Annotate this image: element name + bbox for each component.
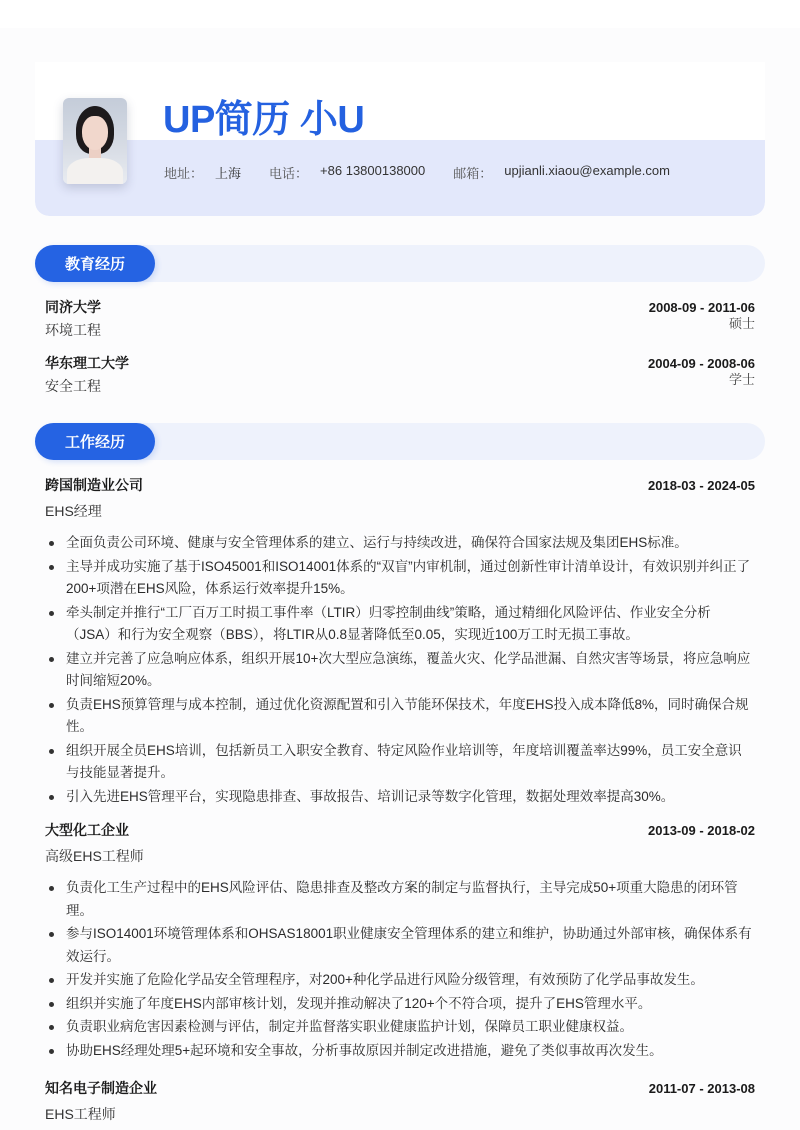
degree: 硕士 (728, 316, 755, 331)
list-item: 引入先进EHS管理平台，实现隐患排查、事故报告、培训记录等数字化管理，数据处理效率提高30%。 (45, 786, 755, 809)
work-date: 2011-07 - 2013-08 (648, 1081, 755, 1096)
education-entry (45, 353, 755, 396)
education-entry (45, 297, 755, 340)
header-card (35, 62, 765, 216)
list-item: 负责化工生产过程中的EHS风险评估、隐患排查及整改方案的制定与监督执行，主导完成50+项重大隐患的闭环管理。 (45, 877, 755, 922)
list-item: 全面负责公司环境、健康与安全管理体系的建立、运行与持续改进，确保符合国家法规及集团EHS标准。 (45, 532, 755, 555)
responsibility-list (45, 877, 755, 1062)
work-date: 2018-03 - 2024-05 (648, 478, 755, 493)
work-section-title: 工作经历 (35, 423, 155, 460)
list-item: 参与ISO14001环境管理体系和OHSAS18001职业健康安全管理体系的建立和维护，协助通过外部审核，确保体系有效运行。 (45, 923, 755, 968)
contact-info (164, 163, 698, 182)
company-name: 大型化工企业 (45, 822, 129, 838)
school-name: 同济大学 (45, 299, 101, 315)
work-entry (45, 820, 755, 1063)
list-item: 建立并完善了应急响应体系，组织开展10+次大型应急演练，覆盖火灾、化学品泄漏、自然灾害等场景，将应急响应时间缩短20%。 (45, 648, 755, 693)
candidate-name: UP简历 小U (163, 99, 365, 141)
address-value: 上海 (215, 166, 242, 181)
job-role: 高级EHS工程师 (45, 848, 144, 864)
work-entry (45, 1078, 755, 1124)
school-name: 华东理工大学 (45, 355, 129, 371)
work-section-header (35, 423, 765, 460)
list-item: 开发并实施了危险化学品安全管理程序，对200+种化学品进行风险分级管理，有效预防了化学品事故发生。 (45, 969, 755, 992)
phone-value: +86 13800138000 (320, 163, 426, 178)
list-item: 组织并实施了年度EHS内部审核计划，发现并推动解决了120+个不符合项，提升了EHS管理水平。 (45, 993, 755, 1016)
list-item: 牵头制定并推行“工厂百万工时损工事件率（LTIR）归零控制曲线”策略，通过精细化风险评估、作业安全分析（JSA）和行为安全观察（BBS），将LTIR从0.8显著降低至0.05，实现近100万工时无损工事故。 (45, 602, 755, 647)
list-item: 组织开展全员EHS培训，包括新员工入职安全教育、特定风险作业培训等，年度培训覆盖率达99%，员工安全意识与技能显著提升。 (45, 740, 755, 785)
education-section-header (35, 245, 765, 282)
list-item: 负责职业病危害因素检测与评估，制定并监督落实职业健康监护计划，保障员工职业健康权益。 (45, 1016, 755, 1039)
responsibility-list (45, 532, 755, 808)
job-role: EHS经理 (45, 503, 102, 519)
work-entry (45, 475, 755, 809)
list-item: 负责EHS预算管理与成本控制，通过优化资源配置和引入节能环保技术，年度EHS投入成本降低8%，同时确保合规性。 (45, 694, 755, 739)
work-date: 2013-09 - 2018-02 (648, 823, 755, 838)
list-item: 协助EHS经理处理5+起环境和安全事故，分析事故原因并制定改进措施，避免了类似事故再次发生。 (45, 1040, 755, 1063)
email-label: 邮箱： (453, 166, 493, 181)
job-role: EHS工程师 (45, 1106, 116, 1122)
education-date: 2004-09 - 2008-06 (648, 356, 755, 371)
degree: 学士 (728, 372, 755, 387)
profile-photo (63, 98, 127, 184)
education-date: 2008-09 - 2011-06 (648, 300, 755, 315)
email-value: upjianli.xiaou@example.com (504, 163, 670, 178)
education-section-title: 教育经历 (35, 245, 155, 282)
list-item: 主导并成功实施了基于ISO45001和ISO14001体系的“双盲”内审机制，通过创新性审计清单设计，有效识别并纠正了200+项潜在EHS风险，体系运行效率提升15%。 (45, 556, 755, 601)
phone-label: 电话： (269, 166, 309, 181)
major: 环境工程 (45, 322, 101, 338)
address-label: 地址： (164, 166, 204, 181)
company-name: 跨国制造业公司 (45, 477, 143, 493)
company-name: 知名电子制造企业 (45, 1080, 157, 1096)
major: 安全工程 (45, 378, 101, 394)
